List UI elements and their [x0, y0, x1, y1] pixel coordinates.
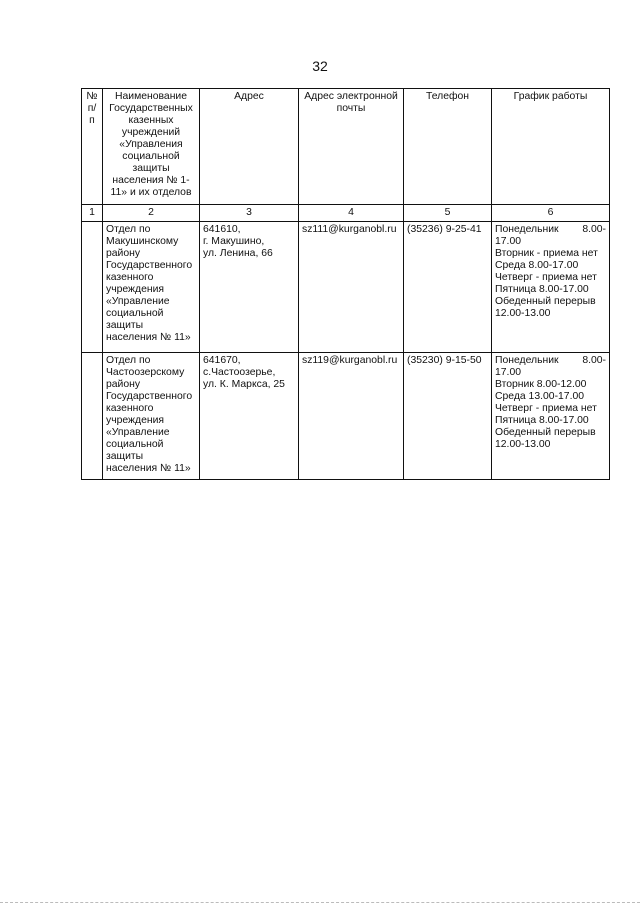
- address-line: ул. Ленина, 66: [203, 248, 273, 259]
- schedule-line: Четверг - приема нет: [495, 272, 597, 283]
- address-line: 641670,: [203, 355, 241, 366]
- row-number: [82, 222, 103, 353]
- header-phone: Телефон: [404, 89, 492, 205]
- col-number: 5: [404, 205, 492, 222]
- schedule-time: 8.00-: [582, 224, 606, 235]
- schedule-line: Пятница 8.00-17.00: [495, 284, 589, 295]
- page-number: 32: [312, 58, 328, 74]
- schedule-time: 8.00-: [582, 355, 606, 366]
- office-address: [200, 222, 299, 353]
- col-number: 1: [82, 205, 103, 222]
- schedule-line: Четверг - приема нет: [495, 403, 597, 414]
- column-number-row: [82, 205, 610, 222]
- schedule-line: [495, 224, 606, 236]
- office-address: [200, 353, 299, 480]
- schedule-line: 17.00: [495, 367, 522, 378]
- offices-table: [81, 88, 610, 480]
- office-schedule: [492, 222, 610, 353]
- col-number: 4: [299, 205, 404, 222]
- office-phone: (35230) 9-15-50: [404, 353, 492, 480]
- schedule-line: 17.00: [495, 236, 522, 247]
- schedule-line: Вторник 8.00-12.00: [495, 379, 587, 390]
- schedule-line: Пятница 8.00-17.00: [495, 415, 589, 426]
- col-number: 6: [492, 205, 610, 222]
- office-schedule: [492, 353, 610, 480]
- col-number: 2: [103, 205, 200, 222]
- header-email: Адрес электронной почты: [299, 89, 404, 205]
- schedule-line: Среда 8.00-17.00: [495, 260, 579, 271]
- header-institution-name: Наименование Государственных казенных учреждений «Управления социальной защиты населения № 1-11» и их отделов: [103, 89, 200, 205]
- row-number: [82, 353, 103, 480]
- table-row: [82, 353, 610, 480]
- address-line: с.Частоозерье,: [203, 367, 276, 378]
- page-bottom-edge: [0, 902, 640, 903]
- office-name: Отдел по Частоозерскому району Государственного казенного учреждения «Управление социальной защиты населения № 11»: [103, 353, 200, 480]
- schedule-line: 12.00-13.00: [495, 308, 551, 319]
- col-number: 3: [200, 205, 299, 222]
- schedule-line: [495, 355, 606, 367]
- schedule-line: Вторник - приема нет: [495, 248, 598, 259]
- office-email: sz111@kurganobl.ru: [299, 222, 404, 353]
- schedule-line: Обеденный перерыв: [495, 296, 596, 307]
- office-name: Отдел по Макушинскому району Государственного казенного учреждения «Управление социальной защиты населения № 11»: [103, 222, 200, 353]
- office-phone: (35236) 9-25-41: [404, 222, 492, 353]
- header-address: Адрес: [200, 89, 299, 205]
- schedule-day: Понедельник: [495, 355, 559, 366]
- office-email: sz119@kurganobl.ru: [299, 353, 404, 480]
- header-schedule: График работы: [492, 89, 610, 205]
- schedule-line: Обеденный перерыв: [495, 427, 596, 438]
- address-line: ул. К. Маркса, 25: [203, 379, 285, 390]
- table-row: [82, 222, 610, 353]
- schedule-line: 12.00-13.00: [495, 439, 551, 450]
- address-line: г. Макушино,: [203, 236, 265, 247]
- schedule-day: Понедельник: [495, 224, 559, 235]
- table-header-row: [82, 89, 610, 205]
- schedule-line: Среда 13.00-17.00: [495, 391, 585, 402]
- header-number: № п/п: [82, 89, 103, 205]
- address-line: 641610,: [203, 224, 241, 235]
